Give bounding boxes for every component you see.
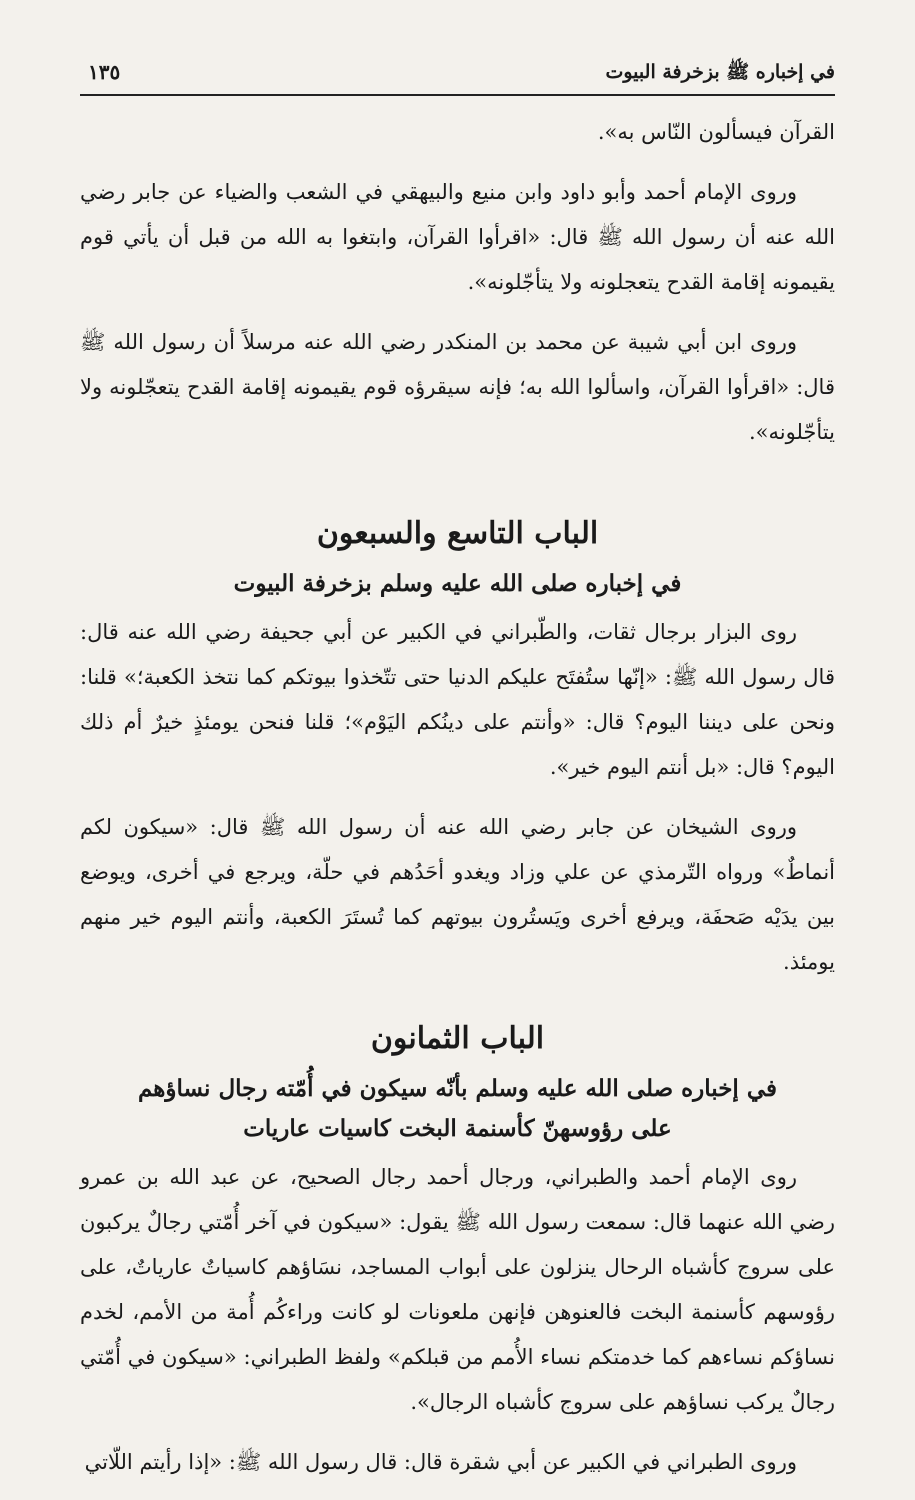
header-divider: [80, 94, 835, 96]
chapter-79-title: الباب التاسع والسبعون: [316, 516, 599, 551]
chapter-80-subtitle-line-1: في إخباره صلى الله عليه وسلم بأنّه سيكون في أُمّته رجال نساؤهم: [137, 1075, 777, 1102]
paragraph-2: وروى الإمام أحمد وأبو داود وابن منيع والبيهقي في الشعب والضياء عن جابر رضي الله عنه أن رسول الله ﷺ قال: «اقرأوا القرآن، وابتغوا به الله من قبل أن يأتي قوم يقيمونه إقامة القدح يتعجلونه ولا يتأجّلونه».: [80, 180, 835, 294]
paragraph-6: روى الإمام أحمد والطبراني، ورجال أحمد رجال الصحيح، عن عبد الله بن عمرو رضي الله عنهما قال: سمعت رسول الله ﷺ يقول: «سيكون في آخر أُمّتي رجالٌ يركبون على سروج كأشباه الرحال ينزلون على أبواب المساجد، نسَاؤهم كاسياتٌ عارياتٌ، على رؤوسهم كأسنمة البخت فالعنوهن فإنهن ملعونات لو كانت وراءكُم أُمة من الأمم، لخدم نساؤكم نساءهم كما خدمتكم نساء الأُمم من قبلكم» ولفظ الطبراني: «سيكون في أُمّتي رجالٌ يركب نساؤهم على سروج كأشباه الرجال».: [80, 1165, 835, 1414]
page-body: [80, 110, 835, 1500]
chapter-80-title: الباب الثمانون: [370, 1021, 545, 1056]
book-page: [80, 0, 835, 1474]
paragraph-7: وروى الطبراني في الكبير عن أبي شقرة قال: قال رسول الله ﷺ: «إذا رأيتم اللّاتي: [84, 1450, 797, 1474]
paragraph-5: وروى الشيخان عن جابر رضي الله عنه أن رسول الله ﷺ قال: «سيكون لكم أنماطٌ» ورواه التّرمذي عن علي وزاد ويغدو أحَدُهم في حلّة، ويرجع في أخرى، ويوضع بين يدَيْه صَحفَة، ويرفع أخرى ويَستُرون بيوتهم كما تُستَرَ الكعبة، وأنتم اليوم خير منهم يومئذ.: [80, 815, 835, 974]
chapter-80-subtitle-line-2: على رؤوسهنّ كأسنمة البخت كاسيات عاريات: [243, 1115, 672, 1142]
chapter-80-subtitle: [80, 1069, 835, 1149]
running-header: [80, 50, 835, 94]
running-header-title: في إخباره ﷺ بزخرفة البيوت: [605, 61, 835, 83]
chapter-79-subtitle: في إخباره صلى الله عليه وسلم بزخرفة البيوت: [233, 570, 682, 597]
page-number: ١٣٥: [88, 60, 121, 84]
paragraph-1: القرآن فيسألون النّاس به».: [597, 120, 835, 144]
paragraph-3: وروى ابن أبي شيبة عن محمد بن المنكدر رضي الله عنه مرسلاً أن رسول الله ﷺ قال: «اقرأوا القرآن، واسألوا الله به؛ فإنه سيقرؤه قوم يقيمونه إقامة القدح يتعجّلونه ولا يتأجّلونه».: [80, 330, 835, 444]
paragraph-4: روى البزار برجال ثقات، والطّبراني في الكبير عن أبي جحيفة رضي الله عنه قال: قال رسول الله ﷺ: «إنّها ستُفتَح عليكم الدنيا حتى تتّخذوا بيوتكم كما نتخذ الكعبة؛» قلنا: ونحن على ديننا اليوم؟ قال: «وأنتم على دينُكم اليَوْم»؛ قلنا فنحن يومئذٍ خيرٌ أم ذلك اليوم؟ قال: «بل أنتم اليوم خير».: [80, 620, 835, 779]
